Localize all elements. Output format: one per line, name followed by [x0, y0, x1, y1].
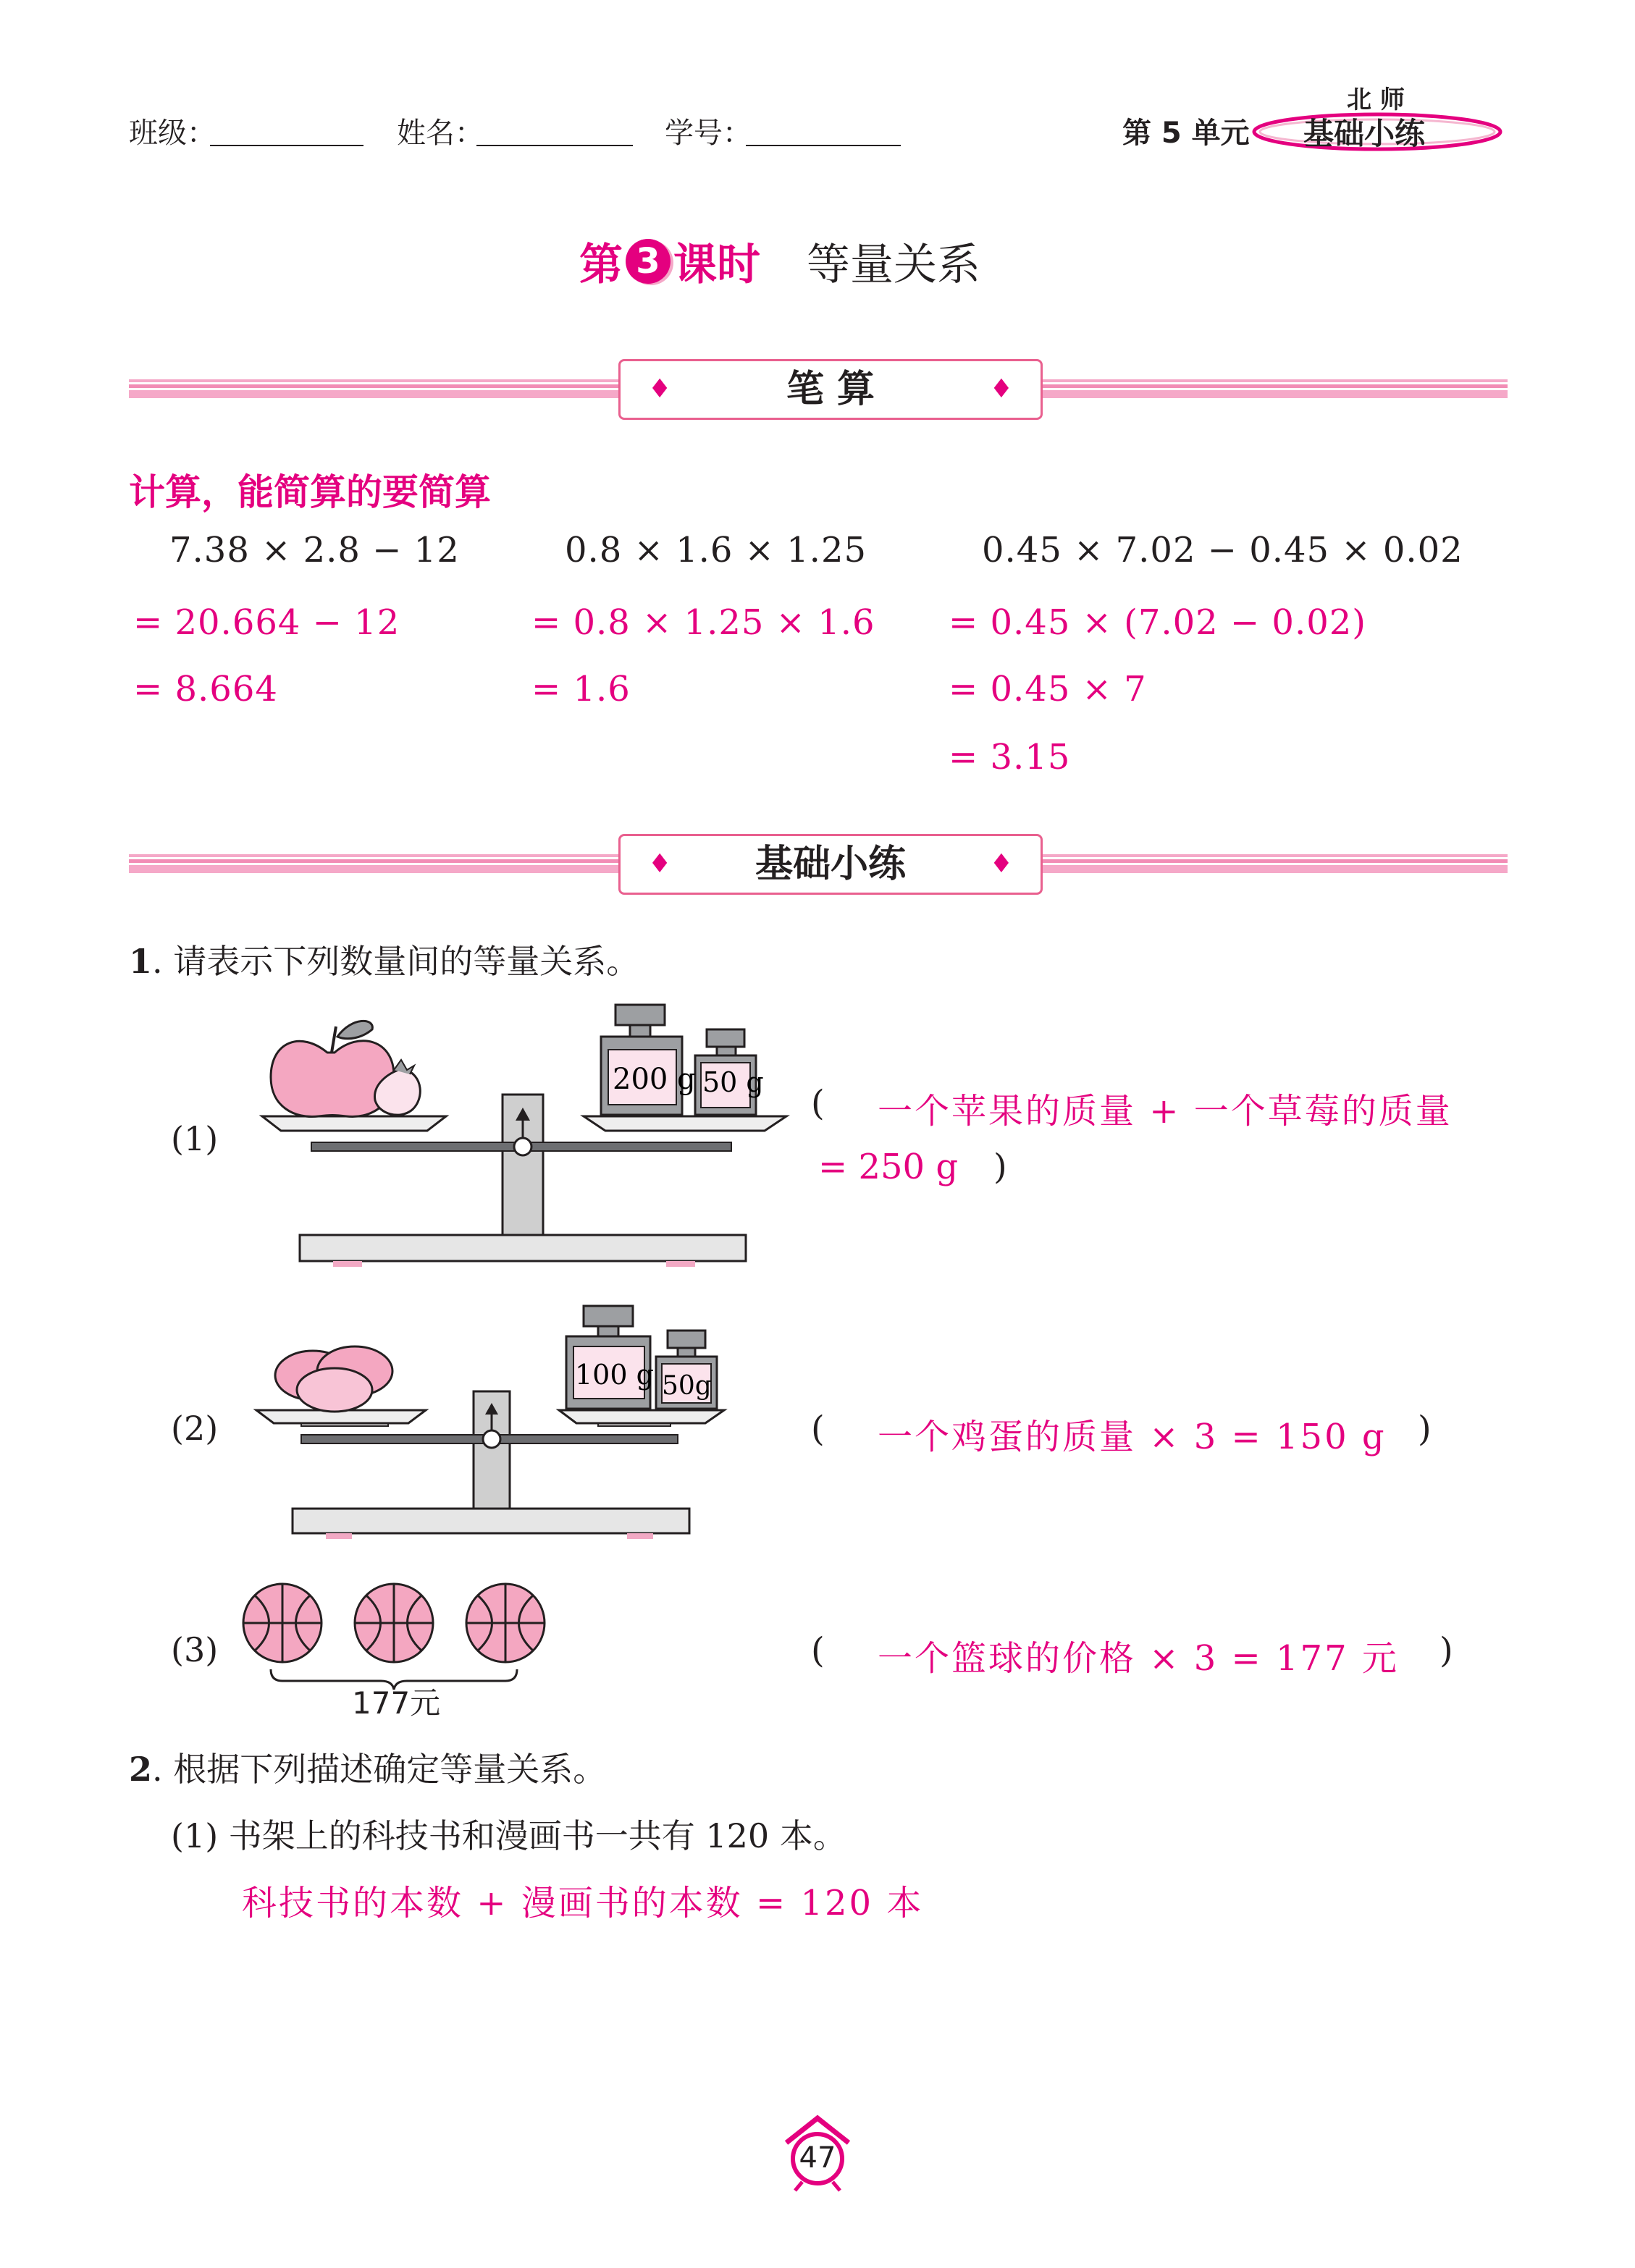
q1-text [129, 935, 639, 983]
q1-item3-label: (3) [171, 1630, 219, 1669]
diamond-right-icon: ♦ [989, 849, 1013, 879]
q1-number: 1 [129, 942, 153, 981]
basketball-icon [355, 1584, 433, 1662]
page-number-badge [778, 2114, 857, 2193]
section-band-left [129, 379, 618, 398]
q1-item3-paren-open: ( [811, 1630, 825, 1671]
calc-2-step-1[interactable]: = 0.8 × 1.25 × 1.6 [531, 602, 875, 643]
calc-2-step-2[interactable]: = 1.6 [531, 669, 631, 709]
q1-item2-paren-open: ( [811, 1409, 825, 1449]
weight-label-50g-2: 50g [662, 1371, 712, 1401]
student-id-label: 学号： [665, 117, 752, 150]
calc-instruction: 计算，能简算的要简算 [129, 471, 491, 513]
balance-scale-apple-strawberry [246, 999, 797, 1274]
student-id-blank[interactable] [746, 145, 901, 146]
q1-item1-answer-line1[interactable]: 一个苹果的质量 + 一个草莓的质量 [878, 1091, 1453, 1131]
section-header-written [618, 359, 1043, 420]
weight-label-50g: 50 g [702, 1066, 764, 1098]
calc-3-step-3[interactable]: = 3.15 [949, 737, 1071, 777]
weight-label-100g: 100 g [575, 1359, 654, 1391]
q1-item1-answer-line2[interactable]: = 250 g [818, 1147, 959, 1187]
series-top-text: 北 师 [1347, 85, 1405, 114]
lesson-topic: 等量关系 [807, 240, 980, 290]
calc-2-expr: 0.8 × 1.6 × 1.25 [565, 530, 867, 570]
basketball-icon [243, 1584, 321, 1662]
balance-scale-eggs [246, 1300, 739, 1546]
lesson-suffix: 课时 [673, 240, 760, 290]
q1-item2-label: (2) [171, 1409, 219, 1448]
section-band-left-2 [129, 854, 618, 873]
section-band-right [1041, 379, 1508, 398]
calc-3-expr: 0.45 × 7.02 − 0.45 × 0.02 [982, 530, 1463, 570]
lesson-number: 3 [636, 241, 660, 282]
q1-prompt: . 请表示下列数量间的等量关系。 [152, 942, 640, 981]
diamond-left-icon: ♦ [648, 374, 672, 404]
name-blank[interactable] [476, 145, 633, 146]
q1-item1-paren-close: ) [993, 1147, 1007, 1187]
basketball-icon [466, 1584, 545, 1662]
calc-1-step-2[interactable]: = 8.664 [133, 669, 278, 709]
q1-item1-paren-open: ( [811, 1083, 825, 1124]
page-number: 47 [799, 2141, 836, 2175]
section-band-right-2 [1041, 854, 1508, 873]
calc-1-expr: 7.38 × 2.8 − 12 [169, 530, 460, 570]
class-blank[interactable] [210, 145, 363, 146]
name-label: 姓名： [397, 117, 484, 150]
q1-item2-paren-close: ) [1418, 1409, 1432, 1449]
q1-item1-label: (1) [171, 1119, 219, 1158]
q2-prompt: . 根据下列描述确定等量关系。 [152, 1750, 607, 1789]
lesson-prefix: 第 [579, 240, 623, 290]
lesson-title [579, 230, 980, 292]
series-name-text: 基础小练 [1303, 116, 1426, 151]
q1-item3-answer[interactable]: 一个篮球的价格 × 3 = 177 元 [878, 1638, 1399, 1679]
unit-label: 第 5 单元 [1122, 117, 1250, 150]
q1-item2-answer[interactable]: 一个鸡蛋的质量 × 3 = 150 g [878, 1417, 1387, 1457]
calc-3-step-1[interactable]: = 0.45 × (7.02 − 0.02) [949, 602, 1367, 643]
section-header-basic [618, 834, 1043, 895]
calc-1-step-1[interactable]: = 20.664 − 12 [133, 602, 400, 643]
diamond-left-icon: ♦ [648, 849, 672, 879]
lesson-number-badge [626, 239, 671, 284]
q2-text [129, 1743, 606, 1791]
price-label: 177元 [352, 1685, 441, 1721]
q1-item3-paren-close: ) [1439, 1630, 1453, 1671]
q2-number: 2 [129, 1750, 153, 1789]
q2-sub-1: (1) 书架上的科技书和漫画书一共有 120 本。 [171, 1816, 846, 1855]
q2-sub-1-answer[interactable]: 科技书的本数 + 漫画书的本数 = 120 本 [242, 1883, 924, 1923]
weight-label-200g: 200 g [613, 1063, 696, 1096]
section-title-written: 笔 算 [786, 368, 875, 411]
calc-3-step-2[interactable]: = 0.45 × 7 [949, 669, 1147, 709]
class-label: 班级： [129, 117, 216, 150]
section-title-basic: 基础小练 [755, 843, 906, 886]
diamond-right-icon: ♦ [989, 374, 1013, 404]
series-logo [1247, 85, 1508, 152]
